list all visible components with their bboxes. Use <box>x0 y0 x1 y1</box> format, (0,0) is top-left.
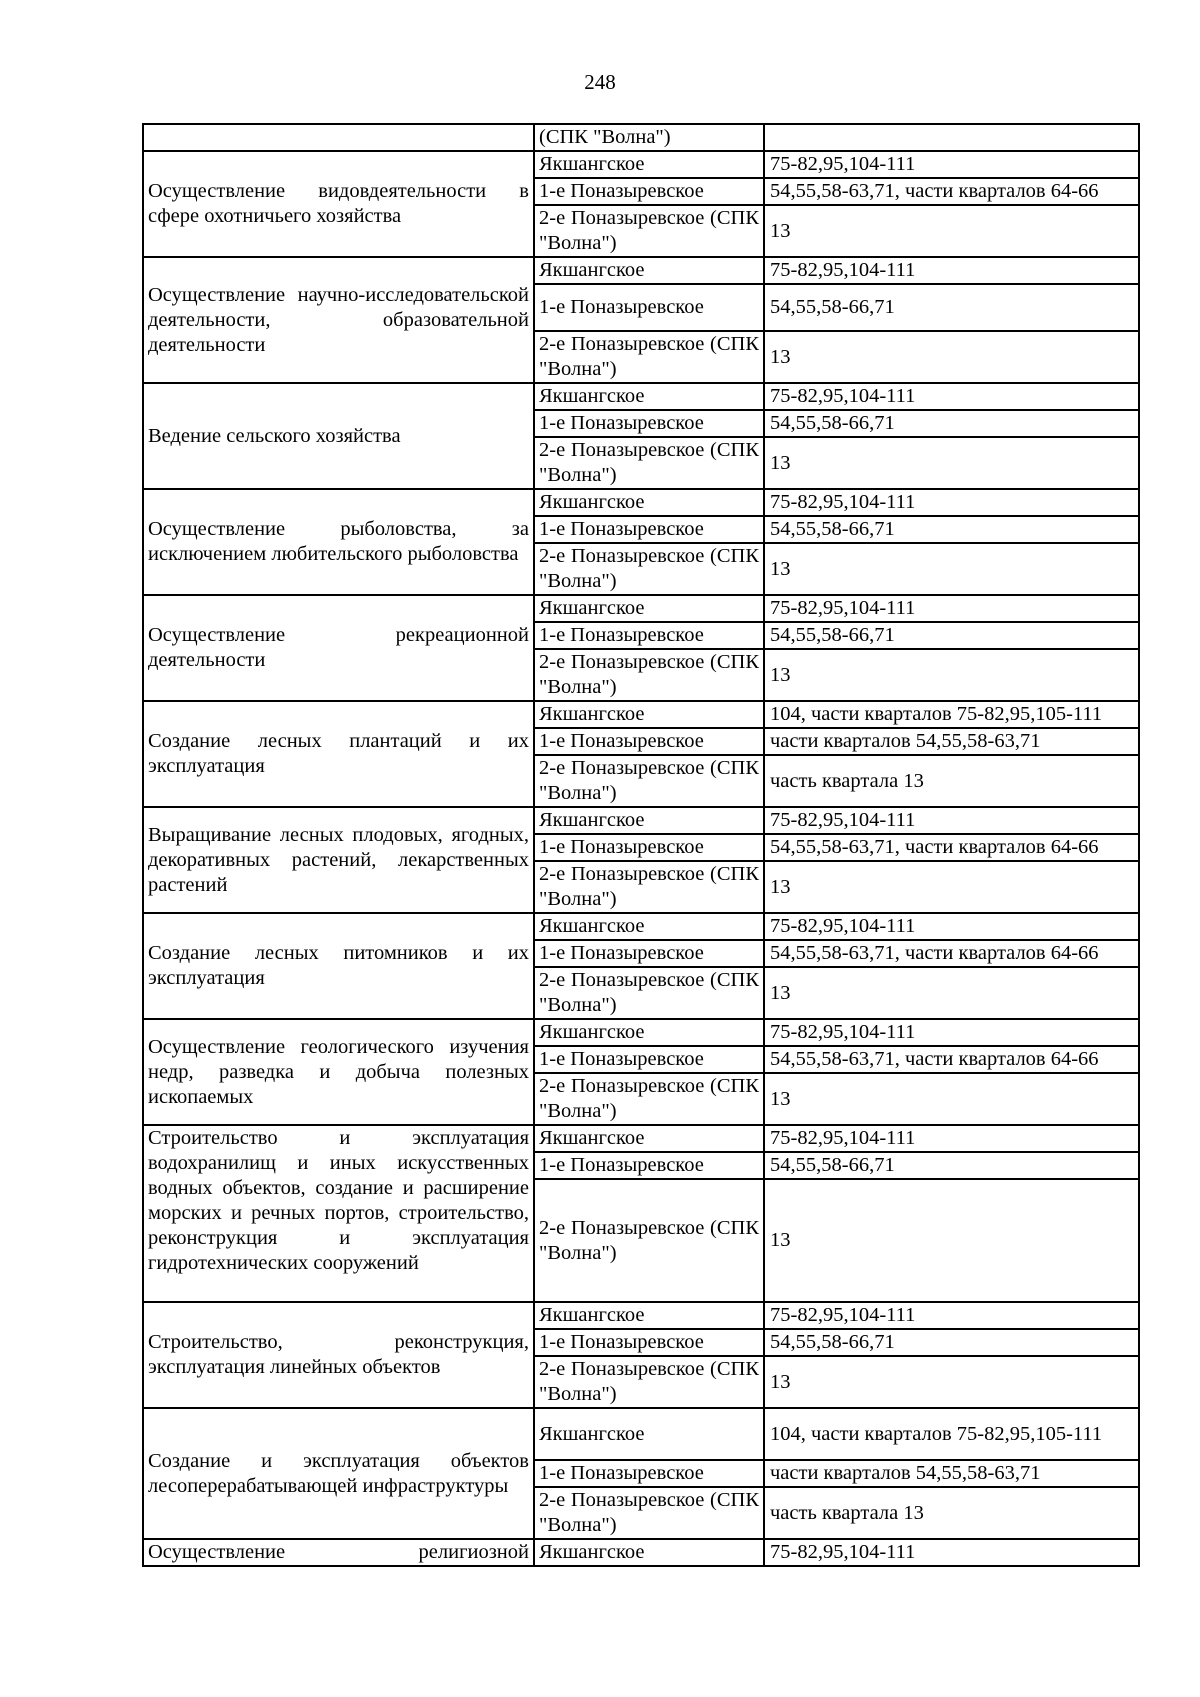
quarters-cell: 75-82,95,104-111 <box>764 595 1139 622</box>
activity-cell: Создание и эксплуатация объектов лесоперерабатывающей инфраструктуры <box>143 1408 534 1539</box>
quarters-cell: 13 <box>764 967 1139 1019</box>
table-row <box>143 1408 1139 1460</box>
activity-cell: Осуществление рыболовства, за исключением любительского рыболовства <box>143 489 534 595</box>
forestry-cell: Якшангское <box>534 807 764 834</box>
quarters-cell: 13 <box>764 437 1139 489</box>
forestry-cell: 2-е Поназыревское (СПК "Волна") <box>534 205 764 257</box>
forestry-cell: Якшангское <box>534 1125 764 1152</box>
activity-cell: Осуществление научно-исследовательской деятельности, образовательной деятельности <box>143 257 534 383</box>
quarters-cell: 13 <box>764 861 1139 913</box>
forestry-cell: Якшангское <box>534 701 764 728</box>
activity-cell: Осуществление рекреационной деятельности <box>143 595 534 701</box>
activity-cell: Осуществление видовдеятельности в сфере охотничьего хозяйства <box>143 151 534 257</box>
quarters-cell: 54,55,58-66,71 <box>764 1152 1139 1179</box>
quarters-cell: части кварталов 54,55,58-63,71 <box>764 728 1139 755</box>
forestry-cell: 2-е Поназыревское (СПК "Волна") <box>534 1356 764 1408</box>
quarters-cell: 104, части кварталов 75-82,95,105-111 <box>764 1408 1139 1460</box>
quarters-cell: 75-82,95,104-111 <box>764 257 1139 284</box>
quarters-cell: 75-82,95,104-111 <box>764 913 1139 940</box>
quarters-cell: 13 <box>764 1179 1139 1302</box>
quarters-cell: 54,55,58-63,71, части кварталов 64-66 <box>764 1046 1139 1073</box>
activity-cell <box>143 124 534 151</box>
quarters-cell: 13 <box>764 1356 1139 1408</box>
forestry-cell: 2-е Поназыревское (СПК "Волна") <box>534 1073 764 1125</box>
forestry-cell: Якшангское <box>534 1019 764 1046</box>
table-row <box>143 124 1139 151</box>
forestry-cell: Якшангское <box>534 1408 764 1460</box>
forestry-cell: 1-е Поназыревское <box>534 410 764 437</box>
table-row <box>143 913 1139 940</box>
activity-cell: Создание лесных питомников и их эксплуатация <box>143 913 534 1019</box>
page-number: 248 <box>584 70 616 94</box>
table-row <box>143 1539 1139 1566</box>
forestry-cell: 1-е Поназыревское <box>534 1460 764 1487</box>
forest-use-table <box>142 123 1140 1567</box>
forestry-cell: 2-е Поназыревское (СПК "Волна") <box>534 543 764 595</box>
quarters-cell: 54,55,58-66,71 <box>764 1329 1139 1356</box>
table-row <box>143 489 1139 516</box>
quarters-cell: 75-82,95,104-111 <box>764 1019 1139 1046</box>
forestry-cell: 2-е Поназыревское (СПК "Волна") <box>534 1179 764 1302</box>
forestry-cell: 1-е Поназыревское <box>534 1152 764 1179</box>
quarters-cell: 75-82,95,104-111 <box>764 151 1139 178</box>
quarters-cell: 13 <box>764 1073 1139 1125</box>
quarters-cell: 75-82,95,104-111 <box>764 1539 1139 1566</box>
quarters-cell: 13 <box>764 543 1139 595</box>
activity-cell: Выращивание лесных плодовых, ягодных, декоративных растений, лекарственных растений <box>143 807 534 913</box>
quarters-cell: 13 <box>764 331 1139 383</box>
forestry-cell: (СПК "Волна") <box>534 124 764 151</box>
table-row <box>143 701 1139 728</box>
activity-cell: Осуществление религиозной <box>143 1539 534 1566</box>
forestry-cell: Якшангское <box>534 1539 764 1566</box>
quarters-cell: 13 <box>764 205 1139 257</box>
quarters-cell: части кварталов 54,55,58-63,71 <box>764 1460 1139 1487</box>
forestry-cell: Якшангское <box>534 257 764 284</box>
quarters-cell: 75-82,95,104-111 <box>764 1125 1139 1152</box>
forestry-cell: 1-е Поназыревское <box>534 728 764 755</box>
table-row <box>143 151 1139 178</box>
forestry-cell: Якшангское <box>534 913 764 940</box>
quarters-cell: 75-82,95,104-111 <box>764 383 1139 410</box>
forestry-cell: 1-е Поназыревское <box>534 516 764 543</box>
quarters-cell: 54,55,58-63,71, части кварталов 64-66 <box>764 178 1139 205</box>
quarters-cell: 13 <box>764 649 1139 701</box>
forestry-cell: 2-е Поназыревское (СПК "Волна") <box>534 861 764 913</box>
quarters-cell: 75-82,95,104-111 <box>764 807 1139 834</box>
forestry-cell: 1-е Поназыревское <box>534 940 764 967</box>
table-row <box>143 595 1139 622</box>
forestry-cell: 1-е Поназыревское <box>534 622 764 649</box>
forestry-cell: Якшангское <box>534 151 764 178</box>
forestry-cell: 2-е Поназыревское (СПК "Волна") <box>534 331 764 383</box>
quarters-cell: часть квартала 13 <box>764 755 1139 807</box>
table-row <box>143 383 1139 410</box>
quarters-cell: 54,55,58-63,71, части кварталов 64-66 <box>764 940 1139 967</box>
quarters-cell: 54,55,58-63,71, части кварталов 64-66 <box>764 834 1139 861</box>
forestry-cell: 1-е Поназыревское <box>534 1329 764 1356</box>
forestry-cell: Якшангское <box>534 489 764 516</box>
forestry-cell: 2-е Поназыревское (СПК "Волна") <box>534 1487 764 1539</box>
forestry-cell: Якшангское <box>534 595 764 622</box>
table-row <box>143 807 1139 834</box>
forestry-cell: 2-е Поназыревское (СПК "Волна") <box>534 967 764 1019</box>
activity-cell: Ведение сельского хозяйства <box>143 383 534 489</box>
quarters-cell: 104, части кварталов 75-82,95,105-111 <box>764 701 1139 728</box>
forestry-cell: 1-е Поназыревское <box>534 834 764 861</box>
activity-cell: Строительство, реконструкция, эксплуатация линейных объектов <box>143 1302 534 1408</box>
forestry-cell: Якшангское <box>534 1302 764 1329</box>
forestry-cell: 1-е Поназыревское <box>534 284 764 331</box>
table-row <box>143 257 1139 284</box>
forestry-cell: 2-е Поназыревское (СПК "Волна") <box>534 755 764 807</box>
forestry-cell: 1-е Поназыревское <box>534 1046 764 1073</box>
table-row <box>143 1019 1139 1046</box>
forestry-cell: 2-е Поназыревское (СПК "Волна") <box>534 649 764 701</box>
quarters-cell: часть квартала 13 <box>764 1487 1139 1539</box>
activity-cell: Создание лесных плантаций и их эксплуатация <box>143 701 534 807</box>
quarters-cell: 75-82,95,104-111 <box>764 1302 1139 1329</box>
quarters-cell: 54,55,58-66,71 <box>764 410 1139 437</box>
forestry-cell: Якшангское <box>534 383 764 410</box>
activity-cell: Осуществление геологического изучения недр, разведка и добыча полезных ископаемых <box>143 1019 534 1125</box>
quarters-cell: 75-82,95,104-111 <box>764 489 1139 516</box>
activity-cell: Строительство и эксплуатация водохранилищ и иных искусственных водных объектов, создание и расширение морских и речных портов, строительство, реконструкция и эксплуатация гидротехнических сооружений <box>143 1125 534 1302</box>
quarters-cell <box>764 124 1139 151</box>
table-row <box>143 1302 1139 1329</box>
quarters-cell: 54,55,58-66,71 <box>764 516 1139 543</box>
forestry-cell: 1-е Поназыревское <box>534 178 764 205</box>
quarters-cell: 54,55,58-66,71 <box>764 622 1139 649</box>
quarters-cell: 54,55,58-66,71 <box>764 284 1139 331</box>
forestry-cell: 2-е Поназыревское (СПК "Волна") <box>534 437 764 489</box>
table-row <box>143 1125 1139 1152</box>
